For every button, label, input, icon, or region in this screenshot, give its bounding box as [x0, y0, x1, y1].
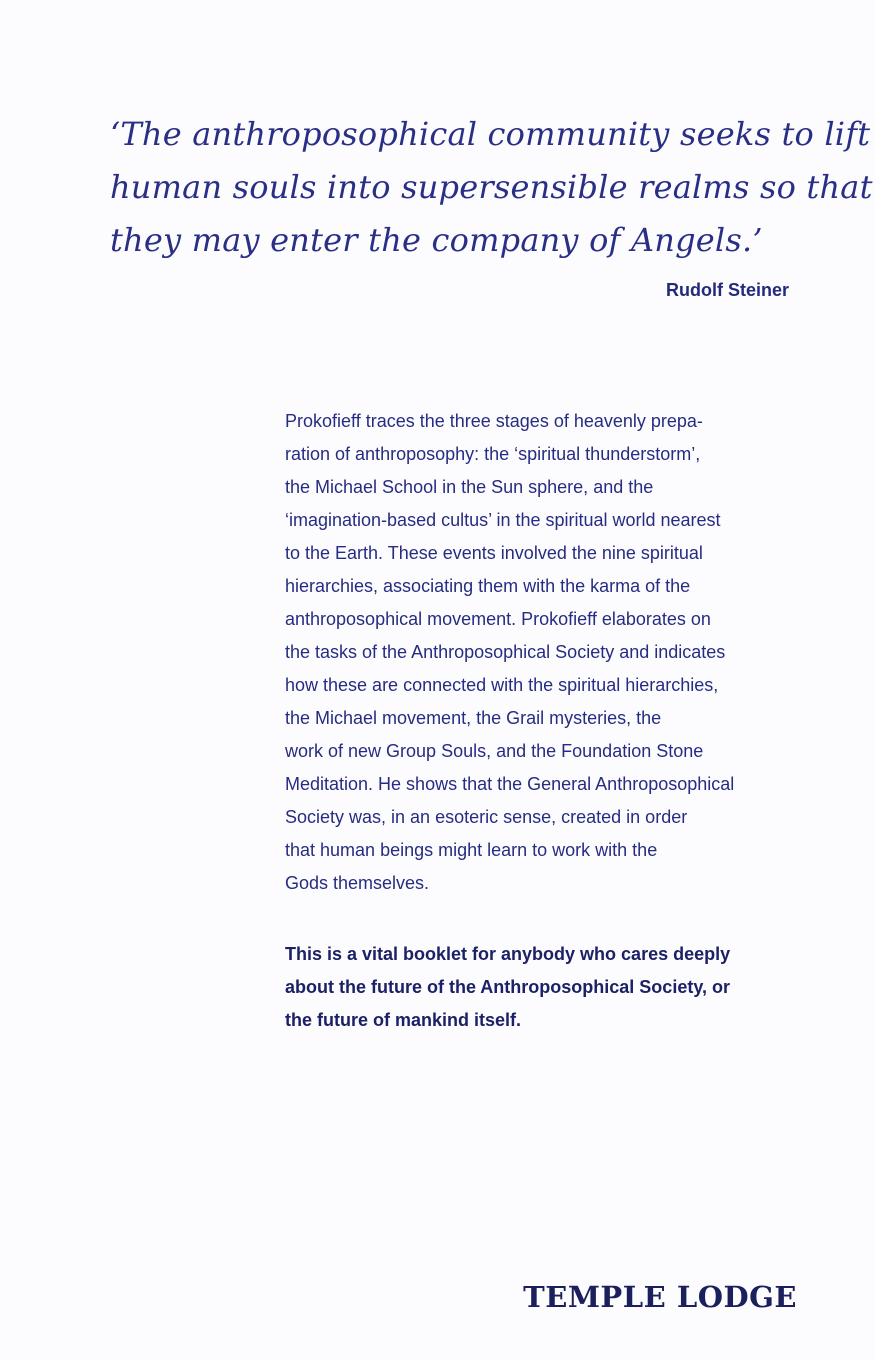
description-line: the Michael movement, the Grail mysteries, the: [285, 708, 662, 728]
description-line: the Michael School in the Sun sphere, and the: [285, 477, 654, 497]
description-line: ‘imagination-based cultus’ in the spiritual world nearest: [285, 510, 721, 530]
quote-line: they may enter the company of Angels.’: [110, 221, 763, 259]
description-line: Meditation. He shows that the General Anthroposophical: [285, 774, 735, 794]
description-line: to the Earth. These events involved the nine spiritual: [285, 543, 703, 563]
quote-line: human souls into supersensible realms so that: [110, 168, 873, 206]
recommendation-line: about the future of the Anthroposophical Society, or: [285, 977, 730, 997]
recommendation-text: [285, 938, 825, 1037]
description-line: the tasks of the Anthroposophical Society and indicates: [285, 642, 726, 662]
description-line: Society was, in an esoteric sense, created in order: [285, 807, 688, 827]
recommendation-line: the future of mankind itself.: [285, 1010, 522, 1030]
quote-attribution: Rudolf Steiner: [665, 280, 789, 300]
description-line: how these are connected with the spiritual hierarchies,: [285, 675, 719, 695]
description-line: work of new Group Souls, and the Foundation Stone: [285, 741, 704, 761]
epigraph-quote: [110, 108, 873, 267]
publisher-name: TEMPLE LODGE: [523, 1280, 797, 1314]
quote-line: ‘The anthroposophical community seeks to lift: [110, 115, 871, 153]
description-line: Gods themselves.: [285, 873, 430, 893]
description-line: anthroposophical movement. Prokofieff elaborates on: [285, 609, 711, 629]
description-line: Prokofieff traces the three stages of heavenly prepa-: [285, 411, 703, 431]
book-description: [285, 405, 825, 900]
description-line: that human beings might learn to work with the: [285, 840, 658, 860]
description-line: ration of anthroposophy: the ‘spiritual thunderstorm’,: [285, 444, 701, 464]
description-line: hierarchies, associating them with the karma of the: [285, 576, 691, 596]
recommendation-line: This is a vital booklet for anybody who cares deeply: [285, 944, 731, 964]
